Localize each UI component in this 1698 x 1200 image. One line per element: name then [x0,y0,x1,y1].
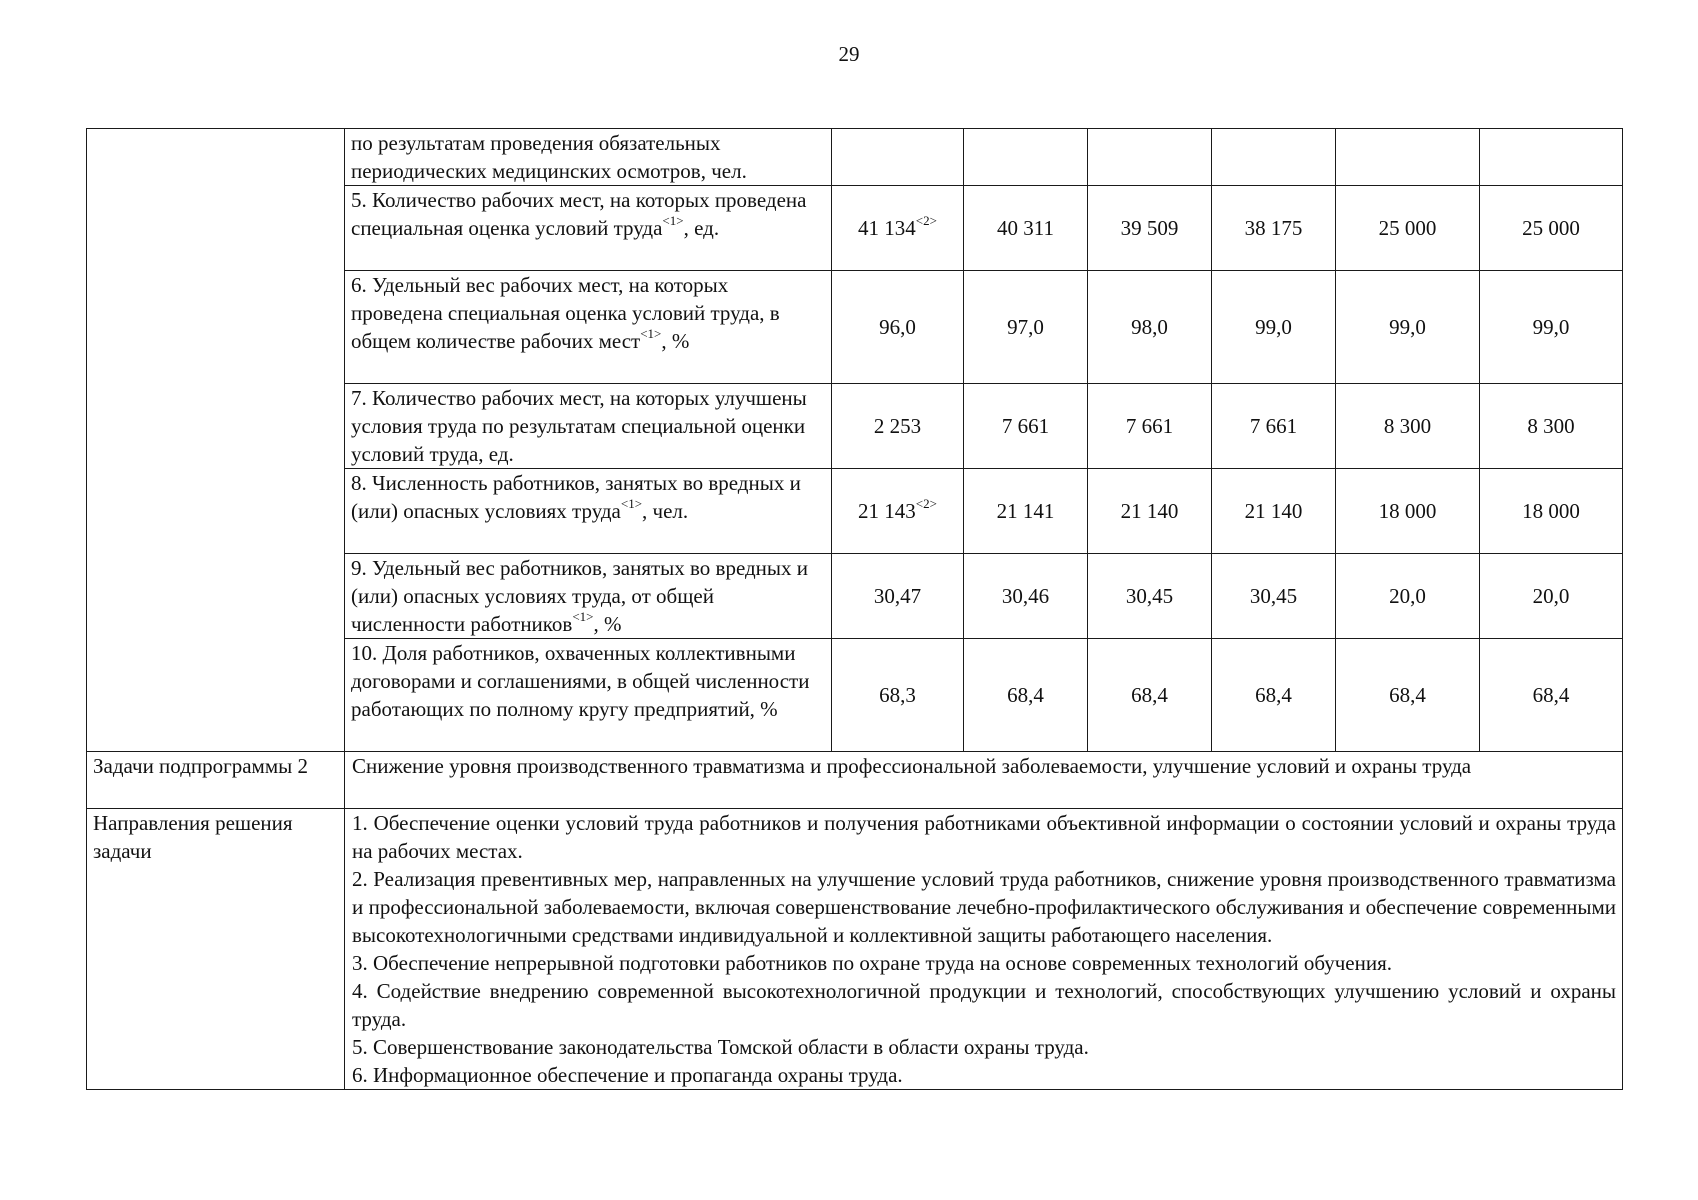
indicator-cell [345,469,832,554]
direction-item: 4. Содействие внедрению современной высокотехнологичной продукции и технологий, способствующих улучшению условий и охраны труда. [352,979,1616,1031]
indicator-cell [345,639,832,752]
indicator-unit: , чел. [642,499,689,523]
footnote-ref: <2> [915,213,937,228]
value-cell: 18 000 [1336,469,1480,554]
indicator-cell [345,271,832,384]
direction-item: 3. Обеспечение непрерывной подготовки работников по охране труда на основе современных технологий обучения. [352,951,1392,975]
indicator-text: 10. Доля работников, охваченных коллективными договорами и соглашениями, в общей численности работающих по полному кругу предприятий, % [351,641,810,721]
value-cell: 2 253 [832,384,964,469]
value-cell: 68,4 [1336,639,1480,752]
footnote-ref: <1> [572,609,594,624]
value-cell: 99,0 [1480,271,1623,384]
value-cell [1212,129,1336,186]
indicator-text: 8. Численность работников, занятых во вредных и (или) опасных условиях труда [351,471,801,523]
value-cell [832,186,964,271]
value-cell: 98,0 [1088,271,1212,384]
footnote-ref: <1> [620,496,643,511]
indicator-text: 7. Количество рабочих мест, на которых улучшены условия труда по результатам специальной оценки условий труда, ед. [351,386,807,466]
indicator-unit: , % [593,612,622,636]
value-cell: 8 300 [1336,384,1480,469]
direction-item: 2. Реализация превентивных мер, направленных на улучшение условий труда работников, снижение уровня производственного травматизма и профессиональной заболеваемости, включая совершенствование лечебно-профилактического обслуживания и обеспечение современными высокотехнологичными средствами индивидуальной и коллективной защиты работающего населения. [352,867,1616,947]
directions-list [345,809,1623,1090]
value-cell: 21 141 [964,469,1088,554]
value-cell: 8 300 [1480,384,1623,469]
value-cell: 68,4 [1212,639,1336,752]
indicator-text: 5. Количество рабочих мест, на которых проведена специальная оценка условий труда [351,188,807,240]
value-cell: 20,0 [1480,554,1623,639]
indicator-cell [345,129,832,186]
value-cell: 7 661 [1212,384,1336,469]
value-cell [1336,129,1480,186]
value-cell [1480,129,1623,186]
value-cell: 7 661 [1088,384,1212,469]
directions-label: Направления решения задачи [87,809,345,1090]
value-text: 21 143 [858,499,916,523]
direction-item: 1. Обеспечение оценки условий труда работников и получения работниками объективной информации о состоянии условий и охраны труда на рабочих местах. [352,811,1616,863]
value-text: 41 134 [858,216,916,240]
value-cell: 25 000 [1480,186,1623,271]
indicator-cell [345,554,832,639]
value-cell: 40 311 [964,186,1088,271]
value-cell [832,129,964,186]
indicator-unit: , ед. [683,216,720,240]
indicator-unit: , % [661,329,690,353]
value-cell: 99,0 [1212,271,1336,384]
value-cell: 30,45 [1212,554,1336,639]
footnote-ref: <2> [915,496,937,511]
value-cell [1088,129,1212,186]
tasks-text: Снижение уровня производственного травматизма и профессиональной заболеваемости, улучшение условий и охраны труда [345,752,1623,809]
indicator-cell [345,384,832,469]
value-cell: 21 140 [1212,469,1336,554]
table-row [87,129,1623,186]
value-cell: 25 000 [1336,186,1480,271]
tasks-row [87,752,1623,809]
value-cell: 30,45 [1088,554,1212,639]
value-cell: 20,0 [1336,554,1480,639]
value-cell: 18 000 [1480,469,1623,554]
value-cell: 68,4 [964,639,1088,752]
indicator-cell [345,186,832,271]
value-cell: 68,4 [1480,639,1623,752]
tasks-label: Задачи подпрограммы 2 [87,752,345,809]
direction-item: 5. Совершенствование законодательства Томской области в области охраны труда. [352,1035,1089,1059]
value-cell: 21 140 [1088,469,1212,554]
value-cell: 38 175 [1212,186,1336,271]
footnote-ref: <1> [662,213,684,228]
footnote-ref: <1> [640,326,662,341]
indicator-text: 9. Удельный вес работников, занятых во вредных и (или) опасных условиях труда, от общей численности работников [351,556,809,636]
empty-label-cell [87,129,345,752]
value-cell: 39 509 [1088,186,1212,271]
value-cell: 68,4 [1088,639,1212,752]
indicator-text: 6. Удельный вес рабочих мест, на которых проведена специальная оценка условий труда, в общем количестве рабочих мест [351,273,780,353]
indicators-table [86,128,1623,1090]
value-cell: 7 661 [964,384,1088,469]
indicator-text: по результатам проведения обязательных периодических медицинских осмотров, чел. [351,131,747,183]
value-cell: 99,0 [1336,271,1480,384]
directions-row [87,809,1623,1090]
value-cell: 68,3 [832,639,964,752]
direction-item: 6. Информационное обеспечение и пропаганда охраны труда. [352,1063,903,1087]
value-cell: 30,46 [964,554,1088,639]
value-cell: 30,47 [832,554,964,639]
value-cell [964,129,1088,186]
page-number: 29 [838,42,860,66]
value-cell [832,469,964,554]
value-cell: 97,0 [964,271,1088,384]
value-cell: 96,0 [832,271,964,384]
